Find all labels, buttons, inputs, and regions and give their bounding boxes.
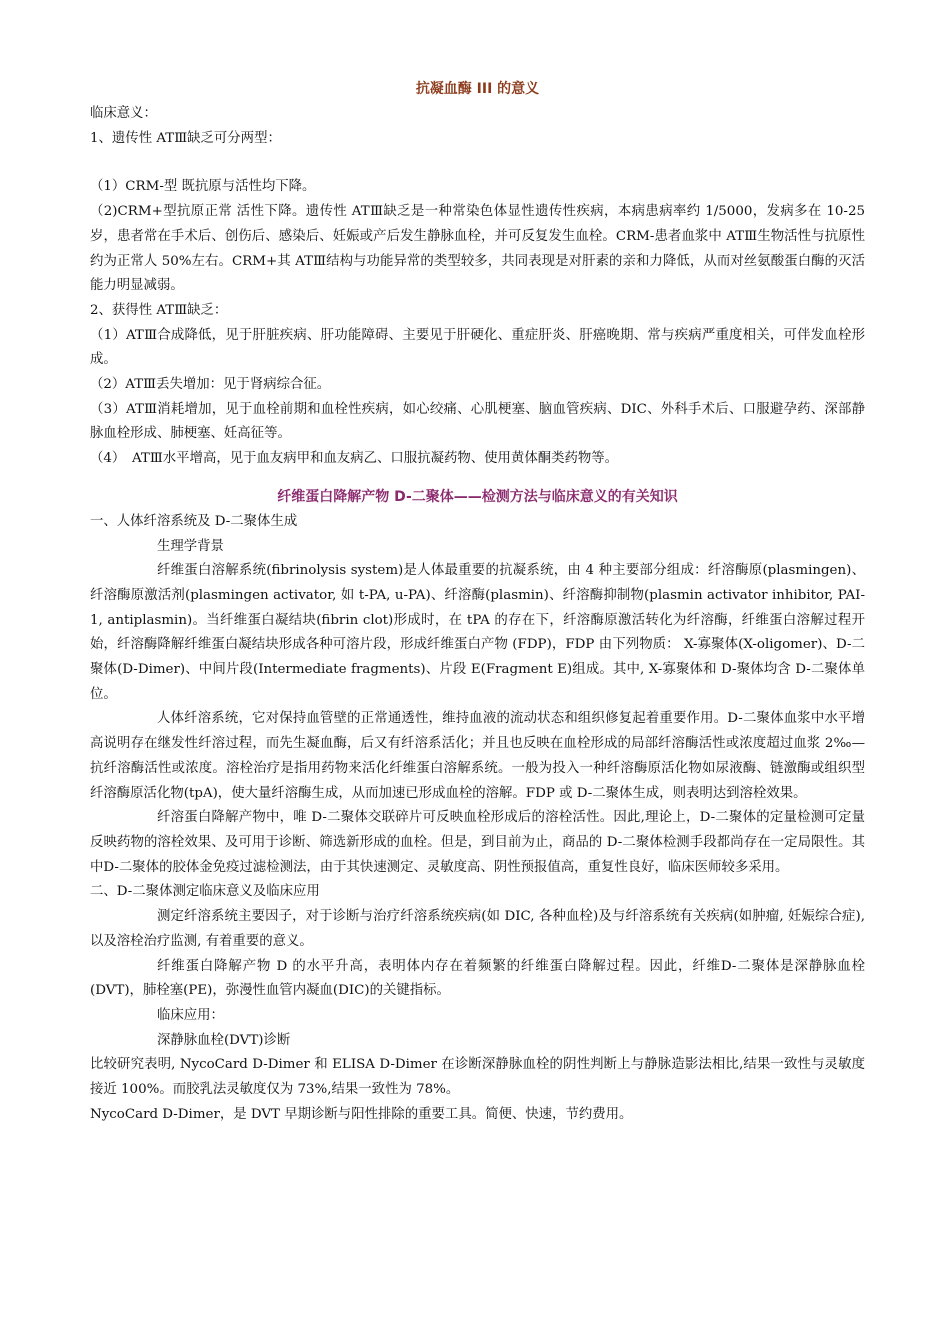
item2-b: （2）ATⅢ丢失增加：见于肾病综合征。 <box>90 377 331 393</box>
dvt-label: 深静脉血栓(DVT)诊断 <box>157 1032 291 1048</box>
para-3: 纤溶蛋白降解产物中，唯 D-二聚体交联碎片可反映血栓形成后的溶栓活性。因此,理论上，D-二聚体的定量检测可定量反映药物的溶栓效果、及可用于诊断、筛选新形成的血栓。但是，到目前为止，商品的 D-二聚体检测手段都尚存在一定局限性。其中D-二聚体的胶体金免疫过滤检测法，由于其快速测定、灵敏度高、阴性预报值高，重复性良好，临床医师较多采用。 <box>90 810 865 875</box>
app-label: 临床应用： <box>157 1007 224 1023</box>
section2-title: 纤维蛋白降解产物 D-二聚体——检测方法与临床意义的有关知识 <box>277 488 678 505</box>
para-5: 纤维蛋白降解产物 D 的水平升高，表明体内存在着频繁的纤维蛋白降解过程。因此，纤维D-二聚体是深静脉血栓(DVT)，肺栓塞(PE)，弥漫性血管内凝血(DIC)的关键指标。 <box>90 958 865 999</box>
para-6: 比较研究表明, NycoCard D-Dimer 和 ELISA D-Dimer 在诊断深静脉血栓的阴性判断上与静脉造影法相比,结果一致性与灵敏度接近 100%。而胶乳法灵敏度仅为 73%,结果一致性为 78%。 <box>90 1057 865 1098</box>
para-7: NycoCard D-Dimer，是 DVT 早期诊断与阳性排除的重要工具。简便、快速，节约费用。 <box>90 1106 633 1122</box>
part1-heading: 一、人体纤溶系统及 D-二聚体生成 <box>90 513 298 529</box>
item2-heading: 2、获得性 ATⅢ缺乏： <box>90 302 228 318</box>
para-1: 纤维蛋白溶解系统(fibrinolysis system)是人体最重要的抗凝系统，由 4 种主要部分组成：纤溶酶原(plasmingen)、纤溶酶原激活剂(plasmingen activator, 如 t-PA, u-PA)、纤溶酶(plasmin)、纤溶酶抑制物(plasmin activator inhibitor, PAI-1, antiplasmin)。当纤维蛋白凝结块(fibrin clot)形成时，在 tPA 的存在下，纤溶酶原激活转化为纤溶酶，纤维蛋白溶解过程开始，纤溶酶降解纤维蛋白凝结块形成各种可溶片段，形成纤维蛋白产物 (FDP)，FDP 由下列物质： X-寡聚体(X-oligomer)、D-二聚体(D-Dimer)、中间片段(Intermediate fragments)、片段 E(Fragment E)组成。其中, X-寡聚体和 D-聚体均含 D-二聚体单位。 <box>90 563 865 702</box>
section1-title: 抗凝血酶 III 的意义 <box>415 81 540 97</box>
physio-label: 生理学背景 <box>157 538 224 554</box>
item2-c: （3）ATⅢ消耗增加，见于血栓前期和血栓性疾病，如心绞痛、心肌梗塞、脑血管疾病、DIC、外科手术后、口服避孕药、深部静脉血栓形成、肺梗塞、妊高征等。 <box>90 401 865 442</box>
document-page <box>90 72 865 1127</box>
item1-heading: 1、遗传性 ATⅢ缺乏可分两型： <box>90 130 281 146</box>
para-2: 人体纤溶系统，它对保持血管壁的正常通透性，维持血液的流动状态和组织修复起着重要作用。D-二聚体血浆中水平增高说明存在继发性纤溶过程，而先生凝血酶，后又有纤溶系活化；并且也反映在血栓形成的局部纤溶酶活性或浓度超过血浆 2‰—抗纤溶酶活性或浓度。溶栓治疗是指用药物来活化纤维蛋白溶解系统。一般为投入一种纤溶酶原活化物如尿液酶、链激酶或组织型纤溶酶原活化物(tpA)，使大量纤溶酶生成，从而加速已形成血栓的溶解。FDP 或 D-二聚体生成，则表明达到溶栓效果。 <box>90 711 865 801</box>
item2-a: （1）ATⅢ合成降低，见于肝脏疾病、肝功能障碍、主要见于肝硬化、重症肝炎、肝癌晚期、常与疾病严重度相关，可伴发血栓形成。 <box>90 327 865 368</box>
item1-b: （2)CRM+型抗原正常 活性下降。遗传性 ATⅢ缺乏是一种常染色体显性遗传性疾病，本病患病率约 1/5000，发病多在 10-25 岁，患者常在手术后、创伤后、感染后、妊娠或产后发生静脉血栓，并可反复发生血栓。CRM-患者血浆中 ATⅢ生物活性与抗原性约为正常人 50%左右。CRM+其 ATⅢ结构与功能异常的类型较多，共同表现是对肝素的亲和力降低，从而对丝氨酸蛋白酶的灭活能力明显减弱。 <box>90 204 865 294</box>
item1-a: （1）CRM-型 既抗原与活性均下降。 <box>90 179 316 195</box>
part2-heading: 二、D-二聚体测定临床意义及临床应用 <box>90 884 320 900</box>
spacer <box>90 151 865 175</box>
item2-d: （4） ATⅢ水平增高，见于血友病甲和血友病乙、口服抗凝药物、使用黄体酮类药物等。 <box>90 451 619 467</box>
para-4: 测定纤溶系统主要因子，对于诊断与治疗纤溶系统疾病(如 DIC, 各种血栓)及与纤溶系统有关疾病(如肿瘤, 妊娠综合症), 以及溶栓治疗监测, 有着重要的意义。 <box>90 909 865 949</box>
clinical-label: 临床意义： <box>90 106 157 121</box>
